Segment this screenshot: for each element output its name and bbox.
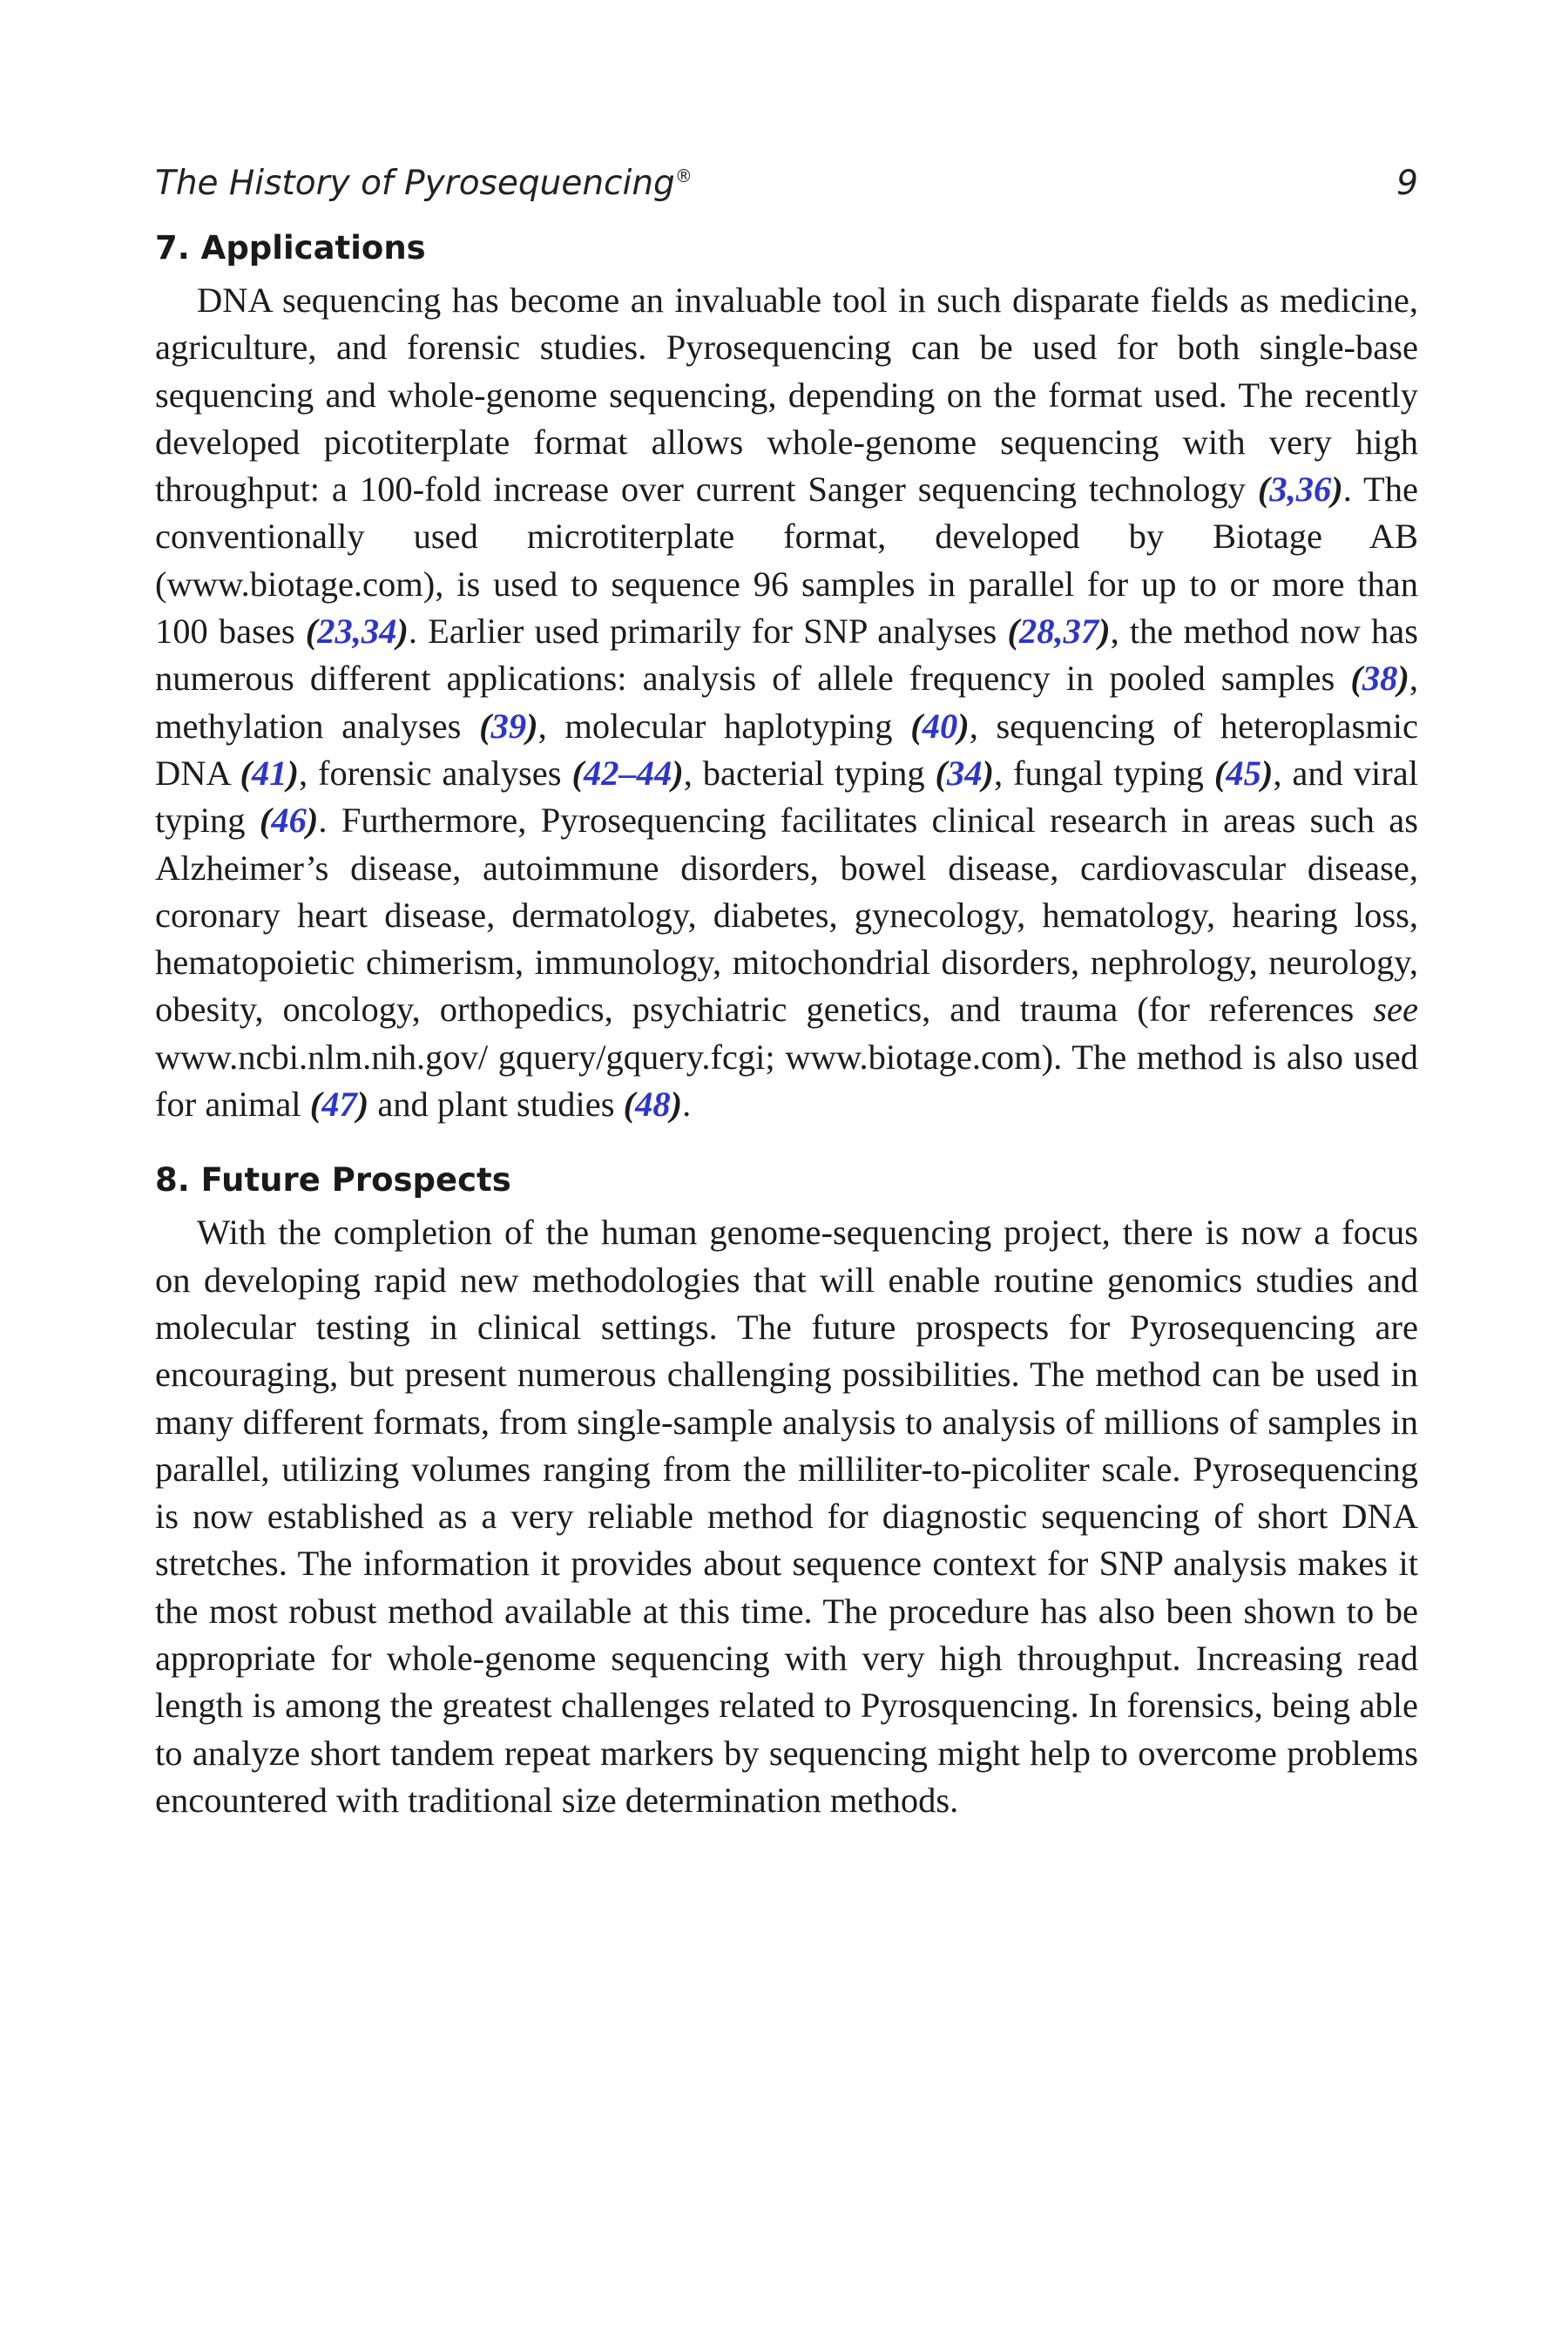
running-head (155, 164, 1418, 203)
citation-link[interactable]: (34) (935, 753, 994, 793)
section-paragraph-applications: DNA sequencing has become an invaluable tool in such disparate fields as medicine, agriculture, and forensic studies. Pyrosequencing can be used for both single-base sequencing and whole-genome sequencing, depending on the format used. The recently developed picotiterplate format allows whole-genome sequencing with very high throughput: a 100-fold increase over current Sanger sequencing technology (3,36). The conventionally used microtiterplate format, developed by Biotage AB (www.biotage.com), is used to sequence 96 samples in parallel for up to or more than 100 bases (23,34). Earlier used primarily for SNP analyses (28,37), the method now has numerous different applications: analysis of allele frequency in pooled samples (38), methylation analyses (39), molecular haplotyping (40), sequencing of heteroplasmic DNA (41), forensic analyses (42–44), bacterial typing (34), fungal typing (45), and viral typing (46). Furthermore, Pyrosequencing facilitates clinical research in areas such as Alzheimer’s disease, autoimmune disorders, bowel disease, cardiovascular disease, coronary heart disease, dermatology, diabetes, gynecology, hematology, hearing loss, hematopoietic chimerism, immunology, mitochondrial disorders, nephrology, neurology, obesity, oncology, orthopedics, psychiatric genetics, and trauma (for references see www.ncbi.nlm.nih.gov/ gquery/gquery.fcgi; www.biotage.com). The method is also used for animal (47) and plant studies (48). (155, 280, 1419, 1125)
page (155, 164, 1418, 1857)
registered-mark: ® (674, 166, 693, 186)
page-number: 9 (1396, 164, 1418, 203)
citation-link[interactable]: (46) (259, 801, 319, 841)
section-applications (155, 229, 1418, 1128)
citation-link[interactable]: (45) (1213, 753, 1274, 793)
running-head-title: The History of Pyrosequencing (155, 164, 675, 203)
section-future-prospects (155, 1161, 1418, 1824)
citation-link[interactable]: (40) (910, 706, 970, 746)
section-heading-future-prospects: 8. Future Prospects (155, 1161, 511, 1200)
citation-link[interactable]: (23,34) (305, 612, 409, 652)
italic-word: see (1373, 990, 1418, 1030)
citation-link[interactable]: (47) (309, 1085, 369, 1125)
citation-link[interactable]: (42–44) (571, 753, 684, 793)
section-heading-applications: 7. Applications (155, 229, 426, 267)
citation-link[interactable]: (28,37) (1007, 612, 1111, 652)
running-head-title-wrap (155, 164, 693, 203)
citation-link[interactable]: (3,36) (1257, 470, 1343, 510)
citation-link[interactable]: (41) (240, 753, 299, 793)
section-paragraph-future-prospects: With the completion of the human genome-sequencing project, there is now a focus on developing rapid new methodologies that will enable routine genomics studies and molecular testing in clinical settings. The future prospects for Pyrosequencing are encouraging, but present numerous challenging possibilities. The method can be used in many different formats, from single-sample analysis to analysis of millions of samples in parallel, utilizing volumes ranging from the milliliter-to-picoliter scale. Pyrosequencing is now established as a very reliable method for diagnostic sequencing of short DNA stretches. The information it provides about sequence context for SNP analysis makes it the most robust method available at this time. The procedure has also been shown to be appropriate for whole-genome sequencing with very high throughput. Increasing read length is among the greatest challenges related to Pyrosquencing. In forensics, being able to analyze short tandem repeat markers by sequencing might help to overcome problems encountered with traditional size determination methods. (155, 1213, 1418, 1820)
citation-link[interactable]: (39) (479, 706, 538, 746)
citation-link[interactable]: (48) (623, 1085, 683, 1125)
citation-link[interactable]: (38) (1350, 659, 1409, 699)
